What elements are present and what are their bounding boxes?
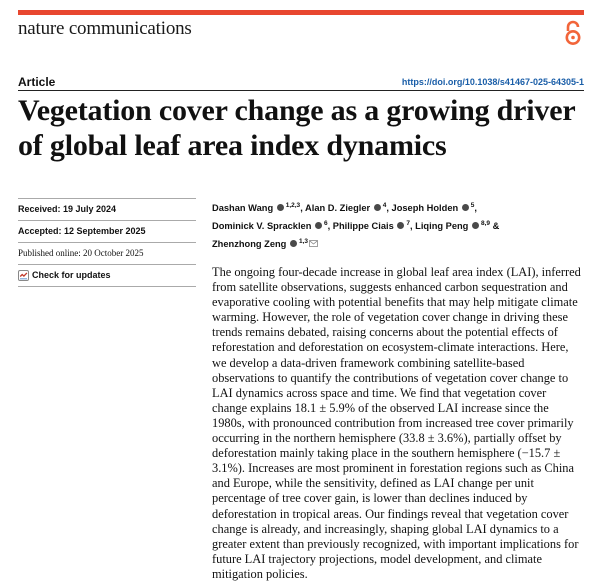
open-access-lock-icon xyxy=(562,20,584,46)
author-item[interactable]: Alan D. Ziegler $^4$, xyxy=(305,202,389,213)
check-for-updates-button[interactable] xyxy=(18,264,196,287)
author-item[interactable]: Zhenzhong Zeng $^{1,3}$ xyxy=(212,239,318,249)
accepted-date: Accepted: 12 September 2025 xyxy=(18,220,196,242)
orcid-icon[interactable] xyxy=(315,222,322,229)
orcid-icon[interactable] xyxy=(290,240,297,247)
article-title: Vegetation cover change as a growing driver of global leaf area index dynamics xyxy=(18,94,575,162)
article-type: Article xyxy=(18,75,56,89)
author-item[interactable]: Liqing Peng $^{8,9}$ & xyxy=(415,220,500,231)
published-date: Published online: 20 October 2025 xyxy=(18,242,196,264)
author-list xyxy=(212,198,582,252)
check-for-updates-label: Check for updates xyxy=(32,270,111,280)
orcid-icon[interactable] xyxy=(462,204,469,211)
orcid-icon[interactable] xyxy=(374,204,381,211)
author-item[interactable]: Philippe Ciais $^7$, xyxy=(332,220,413,231)
author-item[interactable]: Joseph Holden $^5$, xyxy=(391,202,477,213)
author-item[interactable]: Dominick V. Spracklen $^6$, xyxy=(212,220,331,231)
journal-accent-bar xyxy=(18,10,584,15)
article-dates xyxy=(18,198,196,287)
header-divider xyxy=(18,90,584,91)
journal-name: nature communications xyxy=(18,18,192,39)
orcid-icon[interactable] xyxy=(397,222,404,229)
orcid-icon[interactable] xyxy=(472,222,479,229)
received-date: Received: 19 July 2024 xyxy=(18,198,196,220)
abstract-text: The ongoing four-decade increase in global leaf area index (LAI), inferred from satellite observations, suggests enhanced carbon sequestration and evaporative cooling with potential benefits that may help mitigate climate warming. However, the role of vegetation cover change in driving these trends remains debated, raising concerns about the potential effects of reforestation and deforestation on ecosystem-climate interactions. Here, we develop a data-driven framework combining satellite-based observations to quantify the contributions of vegetation cover change to LAI dynamics across space and time. We find that vegetation cover change explains 18.1 ± 5.9% of the observed LAI increase since the 1980s, with pronounced contribution from increased tree cover primarily occurring in the northern hemisphere (33.8 ± 3.6%), partially offset by deforestation mainly taking place in the southern hemisphere (−15.7 ± 3.1%). Increases are most prominent in forestation regions such as China and Europe, while the sensitivity, defined as LAI change per unit percentage of tree cover gain, is lower than declines induced by deforestation in tropical areas. Our findings reveal that vegetation cover change is already, and increasingly, shaping global LAI dynamics to a greater extent than previously recognized, with important implications for future LAI trajectory projections, model development, and climate mitigation policies. xyxy=(212,265,581,581)
author-item[interactable]: Dashan Wang $^{1,2,3}$, xyxy=(212,202,303,213)
check-for-updates-icon xyxy=(18,270,29,281)
doi-link[interactable]: https://doi.org/10.1038/s41467-025-64305-1 xyxy=(401,77,584,87)
orcid-icon[interactable] xyxy=(277,204,284,211)
email-icon[interactable] xyxy=(309,240,318,247)
